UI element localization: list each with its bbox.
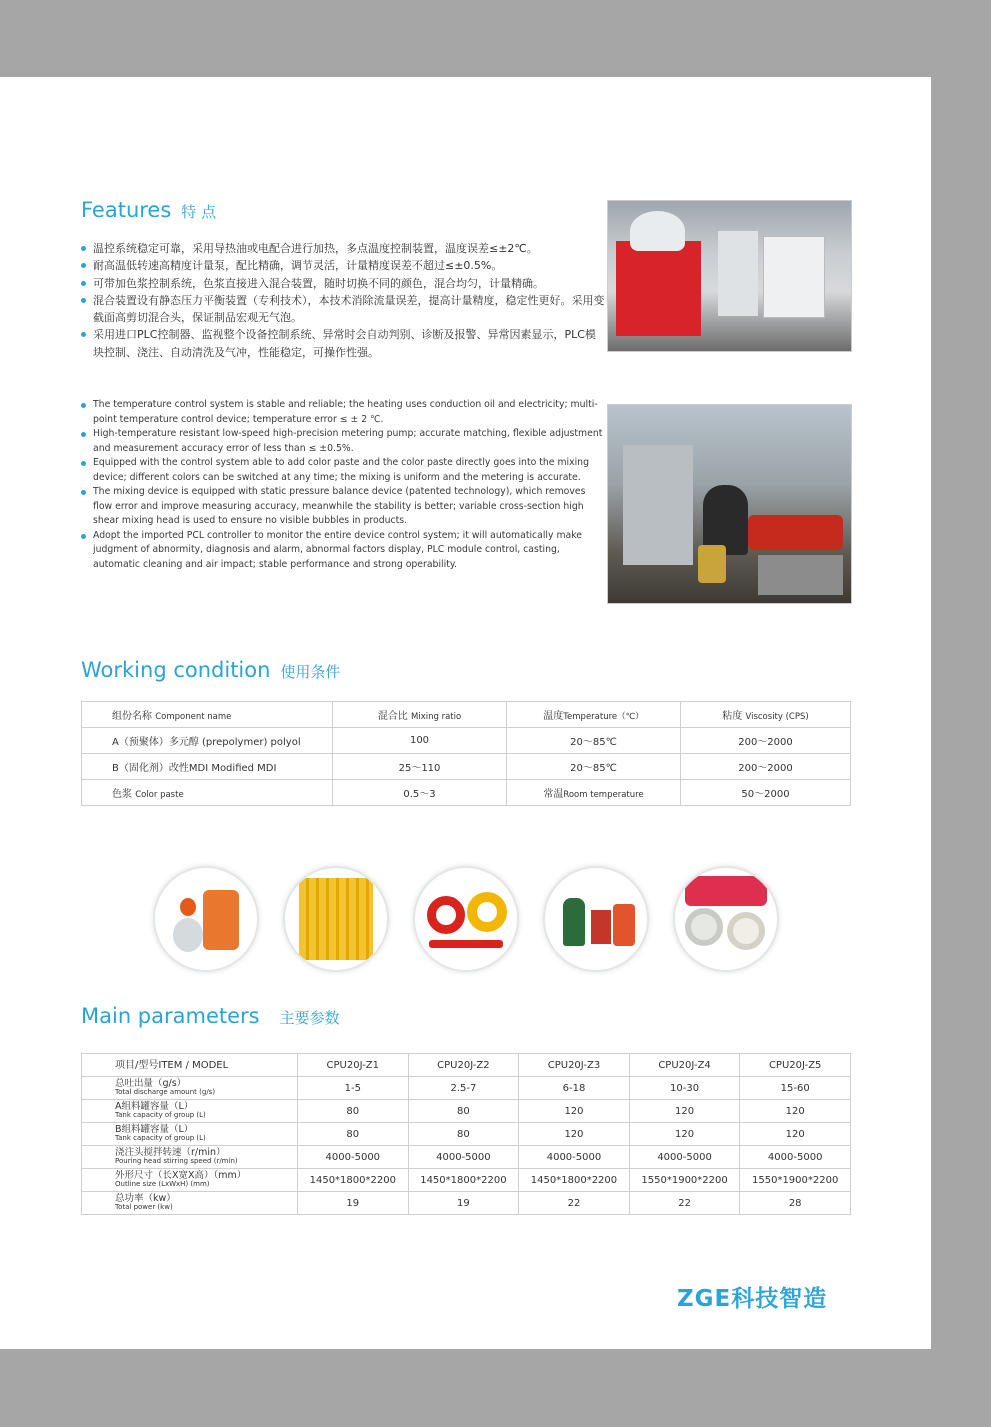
table-row: B组料罐容量（L） Tank capacity of group (L) 80 80 120 120 120 — [82, 1123, 851, 1146]
list-item: Adopt the imported PCL controller to monitor the entire device control system; it will automatically make judgment of abnormity, diagnosis and alarm, abnormal factors display, PLC module control, casting, automatic cleaning and air impact; stable performance and strong operability. — [81, 529, 607, 573]
brochure-page — [0, 77, 931, 1349]
main-parameters-title — [81, 1004, 340, 1028]
list-item: 混合装置设有静态压力平衡装置（专利技术），本技术消除流量误差，提高计量精度，稳定性更好。采用变截面高剪切混合头，保证制品宏观无气泡。 — [81, 292, 606, 327]
list-item: Equipped with the control system able to add color paste and the color paste directly goes into the mixing device; different colors can be switched at any time; the mixing is uniform and the metering is accurate. — [81, 456, 607, 485]
working-condition-title — [81, 658, 340, 682]
list-item: 可带加色浆控制系统，色浆直接进入混合装置，随时切换不同的颜色，混合均匀，计量精确。 — [81, 275, 606, 292]
features-cn-list — [81, 240, 606, 361]
machine-photo-2 — [607, 404, 852, 604]
list-item: 温控系统稳定可靠，采用导热油或电配合进行加热，多点温度控制装置，温度误差≤±2℃。 — [81, 240, 606, 257]
product-image-molded-parts — [543, 866, 649, 972]
header-cell: 温度Temperature（℃） — [507, 702, 681, 728]
working-condition-title-en: Working condition — [81, 658, 271, 682]
table-header-row — [82, 702, 851, 728]
main-parameters-title-en: Main parameters — [81, 1004, 260, 1028]
table-row: 总吐出量（g/s） Total discharge amount (g/s) 1-5 2.5-7 6-18 10-30 15-60 — [82, 1077, 851, 1100]
features-title-cn: 特 点 — [181, 203, 217, 221]
product-image-red-wheels — [413, 866, 519, 972]
list-item: 采用进口PLC控制器、监视整个设备控制系统、异常时会自动判别、诊断及报警、异常因素显示，PLC模块控制、浇注、自动清洗及气冲，性能稳定，可操作性强。 — [81, 326, 606, 361]
main-parameters-title-cn: 主要参数 — [279, 1009, 340, 1027]
features-title — [81, 198, 216, 222]
main-parameters-table — [81, 1053, 851, 1215]
list-item: 耐高温低转速高精度计量泵，配比精确，调节灵活，计量精度误差不超过≤±0.5%。 — [81, 257, 606, 274]
list-item: High-temperature resistant low-speed high-precision metering pump; accurate matching, flexible adjustment and measurement accuracy error of less than ≤ ±0.5%. — [81, 427, 607, 456]
machine-photo-1 — [607, 200, 852, 352]
working-condition-title-cn: 使用条件 — [280, 663, 341, 681]
table-header-row: 项目/型号ITEM / MODEL CPU20J-Z1 CPU20J-Z2 CPU20J-Z3 CPU20J-Z4 CPU20J-Z5 — [82, 1054, 851, 1077]
header-cell: 混合比 Mixing ratio — [333, 702, 507, 728]
table-row: 外形尺寸（长X宽X高）（mm） Outline size (LxWxH) (mm) 1450*1800*2200 1450*1800*2200 1450*1800*2200 1550*1900*2200 1550*1900*2200 — [82, 1169, 851, 1192]
features-en-list — [81, 398, 607, 572]
header-cell: 组份名称 Component name — [82, 702, 333, 728]
table-row: A（预聚体）多元醇 (prepolymer) polyol 100 20～85℃ 200～2000 — [82, 728, 851, 754]
product-image-wheel-stack — [673, 866, 779, 972]
table-row: 色浆 Color paste 0.5～3 常温Room temperature 50～2000 — [82, 780, 851, 806]
product-image-yellow-sleeve — [283, 866, 389, 972]
working-condition-table — [81, 701, 851, 806]
list-item: The mixing device is equipped with static pressure balance device (patented technology), which removes flow error and improve measuring accuracy, meanwhile the stability is better; variable cross-section high shear mixing head is used to ensure no visible bubbles in products. — [81, 485, 607, 529]
table-row: A组料罐容量（L） Tank capacity of group (L) 80 80 120 120 120 — [82, 1100, 851, 1123]
product-gallery — [153, 866, 853, 972]
header-cell: 粘度 Viscosity (CPS) — [681, 702, 851, 728]
product-image-rollers — [153, 866, 259, 972]
table-row: B（固化剂）改性MDI Modified MDI 25～110 20～85℃ 200～2000 — [82, 754, 851, 780]
features-title-en: Features — [81, 198, 172, 222]
company-logo: ZGE科技智造 — [677, 1286, 828, 1312]
table-row: 浇注头搅拌转速（r/min） Pouring head stirring speed (r/min) 4000-5000 4000-5000 4000-5000 4000-5000 4000-5000 — [82, 1146, 851, 1169]
table-row: 总功率（kw） Total power (kw) 19 19 22 22 28 — [82, 1192, 851, 1215]
list-item: The temperature control system is stable and reliable; the heating uses conduction oil and electricity; multi-point temperature control device; temperature error ≤ ± 2 ℃. — [81, 398, 607, 427]
